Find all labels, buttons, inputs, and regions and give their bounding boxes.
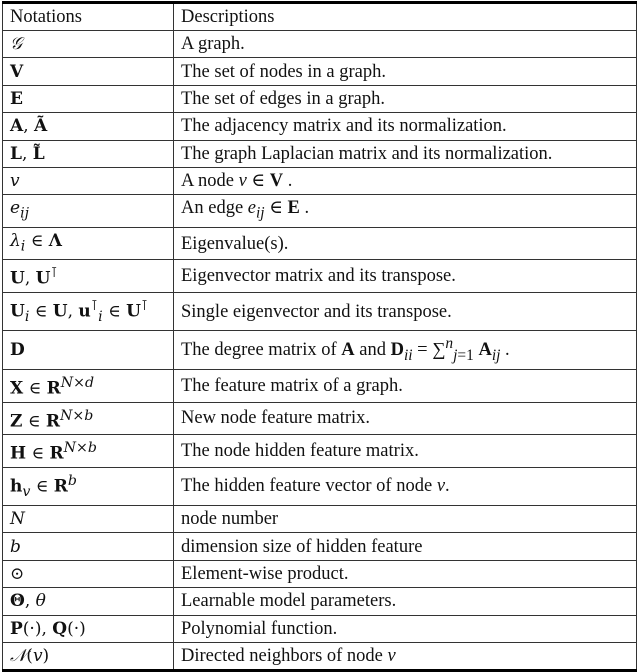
notation-cell: $h_v$ ∈ $R^b$ <box>3 467 174 505</box>
table-row <box>3 260 637 293</box>
notation-cell: V <box>3 58 174 85</box>
notation-cell: L, L̃ <box>3 140 174 167</box>
description-cell: node number <box>174 505 637 532</box>
header-descriptions: Descriptions <box>174 4 637 31</box>
description-cell: The graph Laplacian matrix and its normalization. <box>174 140 637 167</box>
notation-cell: v <box>3 167 174 194</box>
table-row <box>3 293 637 331</box>
description-cell: A graph. <box>174 31 637 58</box>
notation-cell: $\lambda_i$ ∈ Λ <box>3 228 174 260</box>
description-cell: Polynomial function. <box>174 615 637 642</box>
description-cell: The feature matrix of a graph. <box>174 369 637 402</box>
description-cell: Single eigenvector and its transpose. <box>174 293 637 331</box>
notation-table <box>2 4 637 669</box>
notation-cell: $e_{ij}$ <box>3 195 174 228</box>
description-cell: A node v ∈ V . <box>174 167 637 194</box>
description-cell: The degree matrix of A and $D_{ii} = \sum^n_{j=1}$ $A_{ij}$ . <box>174 331 637 370</box>
notation-cell: Θ, θ <box>3 588 174 615</box>
notation-cell: Z ∈ $R^{N\times b}$ <box>3 402 174 435</box>
table-row <box>3 615 637 642</box>
notation-cell: X ∈ $R^{N\times d}$ <box>3 369 174 402</box>
table-row <box>3 85 637 112</box>
notation-table-container <box>2 1 637 672</box>
table-row <box>3 402 637 435</box>
notation-cell: A, Ã <box>3 113 174 140</box>
description-cell: Element-wise product. <box>174 560 637 587</box>
table-row <box>3 435 637 468</box>
table-row <box>3 369 637 402</box>
notation-cell: U, U⊺ <box>3 260 174 293</box>
notation-cell: D <box>3 331 174 370</box>
description-cell: The set of nodes in a graph. <box>174 58 637 85</box>
description-cell: New node feature matrix. <box>174 402 637 435</box>
table-row <box>3 505 637 532</box>
description-cell: Learnable model parameters. <box>174 588 637 615</box>
notation-cell: 𝒢 <box>3 31 174 58</box>
notation-cell: N <box>3 505 174 532</box>
table-row <box>3 560 637 587</box>
table-row <box>3 533 637 560</box>
table-row <box>3 588 637 615</box>
table-row <box>3 31 637 58</box>
description-cell: dimension size of hidden feature <box>174 533 637 560</box>
notation-cell: $U_i$ ∈ U, $u^⊺_i$ ∈ U⊺ <box>3 293 174 331</box>
description-cell: The adjacency matrix and its normalization. <box>174 113 637 140</box>
header-notations: Notations <box>3 4 174 31</box>
table-row <box>3 467 637 505</box>
table-header-row <box>3 4 637 31</box>
table-row <box>3 167 637 194</box>
description-cell: The hidden feature vector of node v. <box>174 467 637 505</box>
description-cell: An edge $e_{ij}$ ∈ E . <box>174 195 637 228</box>
notation-cell: b <box>3 533 174 560</box>
notation-cell: H ∈ $R^{N\times b}$ <box>3 435 174 468</box>
table-row <box>3 195 637 228</box>
table-row <box>3 331 637 370</box>
table-row <box>3 58 637 85</box>
description-cell: Directed neighbors of node v <box>174 642 637 669</box>
notation-cell: E <box>3 85 174 112</box>
description-cell: Eigenvalue(s). <box>174 228 637 260</box>
notation-cell: 𝒩(v) <box>3 642 174 669</box>
description-cell: The set of edges in a graph. <box>174 85 637 112</box>
table-row <box>3 642 637 669</box>
notation-cell: ⊙ <box>3 560 174 587</box>
table-row <box>3 113 637 140</box>
table-row <box>3 228 637 260</box>
description-cell: The node hidden feature matrix. <box>174 435 637 468</box>
table-row <box>3 140 637 167</box>
notation-cell: P(·), Q(·) <box>3 615 174 642</box>
description-cell: Eigenvector matrix and its transpose. <box>174 260 637 293</box>
